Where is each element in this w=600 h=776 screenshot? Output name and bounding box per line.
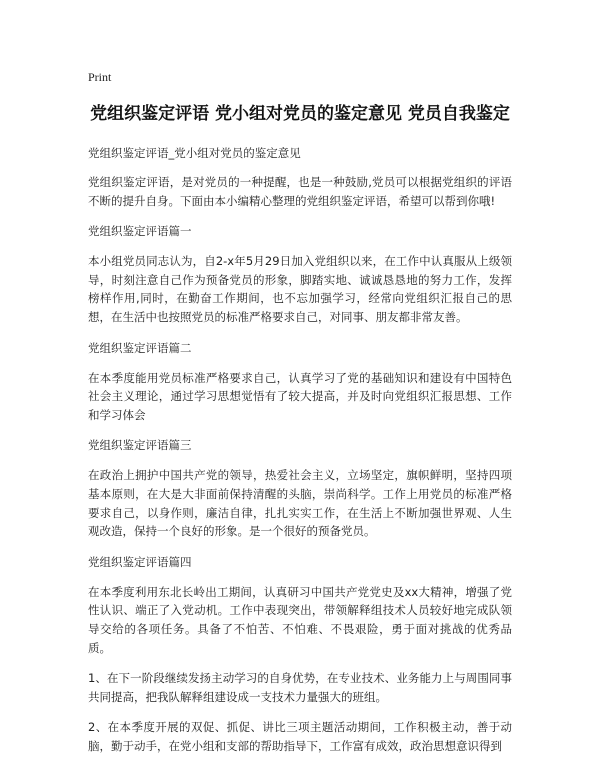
section-heading-4: 党组织鉴定评语篇四: [88, 554, 192, 569]
section-paragraph-3: 在政治上拥护中国共产党的领导，热爱社会主义，立场坚定，旗帜鲜明，坚持四项基本原则，在大是大非面前保持清醒的头脑，崇尚科学。工作上用党员的标准严格要求自己，以身作则，廉洁自律，扎扎实实工作，在生活上不断加强世界观、人生观改造，保持一个良好的形象。是一个很好的预备党员。: [88, 468, 512, 539]
document-subtitle: 党组织鉴定评语_党小组对党员的鉴定意见: [88, 146, 301, 160]
section-heading-2: 党组织鉴定评语篇二: [88, 340, 192, 355]
section-paragraph-2: 在本季度能用党员标准严格要求自己，认真学习了党的基础知识和建设有中国特色社会主义理论，通过学习思想觉悟有了较大提高，并及时向党组织汇报思想、工作和学习体会: [88, 370, 512, 422]
document-title: 党组织鉴定评语 党小组对党员的鉴定意见 党员自我鉴定: [90, 104, 510, 124]
section-paragraph-1: 本小组党员同志认为，自2-x年5月29日加入党组织以来，在工作中认真服从上级领导，时刻注意自己作为预备党员的形象，脚踏实地、诚诚恳恳地的努力工作，发挥榜样作用,同时，在勤奋工作期间，也不忘加强学习，经常向党组织汇报自己的思想，在生活中也按照党员的标准严格要求自己，对同事、朋友都非常友善。: [88, 254, 512, 324]
section-paragraph-4: 在本季度利用东北长岭出工期间，认真研习中国共产党党史及xx大精神，增强了党性认识、端正了入党动机。工作中表现突出，带领解释组技术人员较好地完成队领导交给的各项任务。具备了不怕苦、不怕难、不畏艰险，勇于面对挑战的优秀品质。: [88, 584, 512, 655]
intro-paragraph: 党组织鉴定评语，是对党员的一种提醒，也是一种鼓励,党员可以根据党组织的评语不断的提升自身。下面由本小编精心整理的党组织鉴定评语，希望可以帮到你哦!: [88, 175, 512, 208]
print-label[interactable]: Print: [88, 70, 112, 84]
numbered-item-2: 2、在本季度开展的双促、抓促、讲比三项主题活动期间，工作积极主动，善于动脑，勤于动手，在党小组和支部的帮助指导下，工作富有成效，政治思想意识得到: [88, 720, 512, 753]
section-heading-3: 党组织鉴定评语篇三: [88, 438, 192, 453]
section-heading-1: 党组织鉴定评语篇一: [88, 224, 192, 239]
numbered-item-1: 1、在下一阶段继续发扬主动学习的自身优势，在专业技术、业务能力上与周围同事共同提高，把我队解释组建设成一支技术力量强大的班组。: [88, 671, 512, 704]
